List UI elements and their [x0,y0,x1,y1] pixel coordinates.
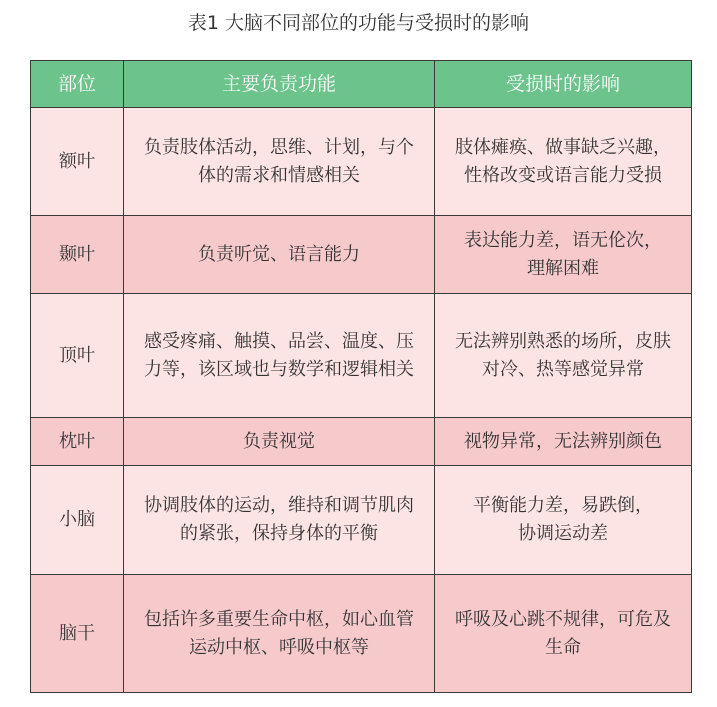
table-row [31,418,692,466]
header-impact: 受损时的影响 [435,61,692,108]
cell-function [124,466,435,575]
cell-impact-text: 肢体瘫痪、做事缺乏兴趣，性格改变或语言能力受损 [455,136,671,186]
cell-function-text: 感受疼痛、触摸、品尝、温度、压力等，该区域也与数学和逻辑相关 [144,330,414,380]
cell-part: 颞叶 [31,216,124,294]
brain-function-table [30,60,692,693]
cell-impact [435,108,692,216]
cell-part: 小脑 [31,466,124,575]
cell-function [124,575,435,693]
cell-impact [435,418,692,466]
cell-function-text: 负责肢体活动，思维、计划，与个体的需求和情感相关 [144,136,414,186]
cell-impact-text: 无法辨别熟悉的场所，皮肤对冷、热等感觉异常 [455,330,671,380]
cell-impact-text: 视物异常，无法辨别颜色 [464,430,662,452]
cell-function-text: 包括许多重要生命中枢，如心血管运动中枢、呼吸中枢等 [144,608,414,658]
header-part: 部位 [31,61,124,108]
cell-impact [435,466,692,575]
cell-part: 额叶 [31,108,124,216]
table-row [31,216,692,294]
cell-part: 顶叶 [31,294,124,418]
cell-impact-text: 呼吸及心跳不规律，可危及生命 [455,608,671,658]
cell-function-text: 负责视觉 [243,430,315,452]
cell-impact-text: 表达能力差，语无伦次，理解困难 [464,229,662,279]
cell-function [124,294,435,418]
cell-function-text: 负责听觉、语言能力 [198,243,360,265]
cell-part: 枕叶 [31,418,124,466]
header-function: 主要负责功能 [124,61,435,108]
cell-function-text: 协调肢体的运动，维持和调节肌肉的紧张，保持身体的平衡 [144,495,414,544]
table-header-row [31,61,692,108]
table-row [31,108,692,216]
cell-function [124,108,435,216]
cell-impact [435,294,692,418]
cell-impact-text: 平衡能力差，易跌倒，协调运动差 [473,495,653,544]
cell-function [124,418,435,466]
table-row [31,575,692,693]
table-row [31,466,692,575]
table-row [31,294,692,418]
table-caption: 表1 大脑不同部位的功能与受损时的影响 [187,12,530,34]
cell-function [124,216,435,294]
cell-impact [435,216,692,294]
cell-impact [435,575,692,693]
cell-part: 脑干 [31,575,124,693]
